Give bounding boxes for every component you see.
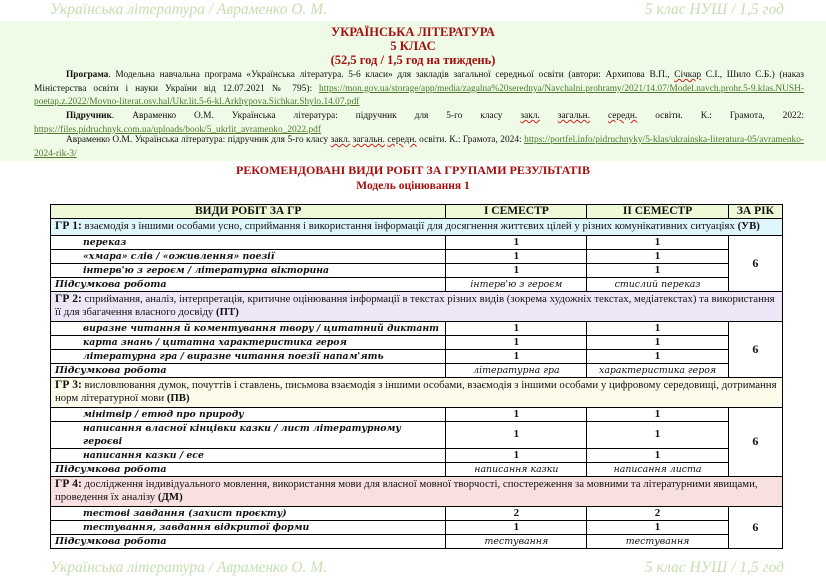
- work-types-table: [50, 204, 783, 549]
- semester-1-count: 1: [446, 263, 587, 277]
- semester-1-count: 1: [446, 349, 587, 363]
- group-description: [51, 377, 783, 407]
- group-code: (ПТ): [216, 306, 239, 318]
- running-footer-right: 5 клас НУШ / 1,5 год: [644, 559, 784, 576]
- summary-label: Підсумкова робота: [51, 534, 446, 548]
- semester-1-count: 1: [446, 421, 587, 448]
- textbook-label: Підручник: [66, 111, 112, 121]
- group-row: [51, 377, 783, 407]
- program-paragraph: [34, 69, 804, 110]
- group-label: ГР 2:: [55, 292, 82, 305]
- summary-semester-1: тестування: [446, 534, 587, 548]
- semester-1-count: 1: [446, 321, 587, 335]
- table-row: [51, 421, 783, 448]
- group-row: [51, 219, 783, 236]
- group-description: [51, 476, 783, 506]
- semester-2-count: 1: [587, 321, 728, 335]
- table-row: [51, 235, 783, 249]
- header-year: ЗА РІК: [728, 205, 782, 219]
- program-label: Програма: [66, 70, 109, 80]
- textbook2-text-b: освіти. К.: Грамота, 2024:: [416, 135, 525, 145]
- group-desc-text: дослідження індивідуального мовлення, використання мови для власної мовної творчості, спостереження за мовними та літературними явищами, проведення їх аналізу: [55, 477, 758, 503]
- work-type-name: написання власної кінцівки казки / лист літературному героєві: [51, 421, 446, 448]
- doc-hours: (52,5 год / 1,5 год на тиждень): [330, 53, 496, 67]
- summary-label: Підсумкова робота: [51, 277, 446, 291]
- semester-2-count: 1: [587, 520, 728, 534]
- textbook-text-b: освіти. К.: Грамота, 2022:: [637, 111, 805, 121]
- doc-title: УКРАЇНСЬКА ЛІТЕРАТУРА: [331, 25, 495, 39]
- work-type-name: літературна гра / виразне читання поезії напам'ять: [51, 349, 446, 363]
- work-type-name: інтерв'ю з героєм / літературна вікторина: [51, 263, 446, 277]
- summary-semester-1: літературна гра: [446, 363, 587, 377]
- work-type-name: «хмара» слів / «оживлення» поезії: [51, 249, 446, 263]
- year-total: 6: [728, 235, 782, 291]
- group-code: (ДМ): [157, 491, 183, 503]
- semester-2-count: 2: [587, 506, 728, 520]
- doc-grade: 5 КЛАС: [390, 39, 436, 53]
- group-label: ГР 3:: [55, 378, 82, 391]
- work-type-name: написання казки / есе: [51, 448, 446, 462]
- year-total: 6: [728, 321, 782, 377]
- abbr-word: середн.: [387, 135, 417, 145]
- table-row: [51, 249, 783, 263]
- summary-semester-1: написання казки: [446, 462, 587, 476]
- running-footer: [0, 559, 826, 579]
- section-title: РЕКОМЕНДОВАНІ ВИДИ РОБІТ ЗА ГРУПАМИ РЕЗУЛЬТАТІВ: [236, 163, 590, 177]
- group-label: ГР 1:: [55, 220, 82, 232]
- header-semester-1: І СЕМЕСТР: [446, 205, 587, 219]
- semester-1-count: 1: [446, 235, 587, 249]
- semester-2-count: 1: [587, 349, 728, 363]
- semester-1-count: 2: [446, 506, 587, 520]
- textbook-text: . Авраменко О.М. Українська література: підручник для 5-го класу: [111, 111, 521, 121]
- semester-2-count: 1: [587, 421, 728, 448]
- group-description: [51, 291, 783, 321]
- semester-1-count: 1: [446, 335, 587, 349]
- summary-semester-2: написання листа: [587, 462, 728, 476]
- abbr-word: загальн.: [557, 111, 591, 121]
- semester-2-count: 1: [587, 407, 728, 421]
- work-type-name: виразне читання й коментування твору / цитатний диктант: [51, 321, 446, 335]
- semester-2-count: 1: [587, 263, 728, 277]
- work-type-name: тестові завдання (захист проєкту): [51, 506, 446, 520]
- textbook2-paragraph: [34, 134, 804, 161]
- year-total: 6: [728, 407, 782, 476]
- year-total: 6: [728, 506, 782, 548]
- group-desc-text: взаємодія з іншими особами усно, сприймання і використання інформації для досягнення життєвих цілей у різних комунікативних ситуаціях: [81, 220, 738, 232]
- summary-semester-1: інтерв'ю з героєм: [446, 277, 587, 291]
- table-row: [51, 335, 783, 349]
- group-code: (УВ): [737, 220, 760, 232]
- table-row: [51, 520, 783, 534]
- running-header-left: Українська література / Авраменко О. М.: [50, 1, 328, 18]
- table-row: [51, 349, 783, 363]
- abbr-word: закл.: [520, 111, 540, 121]
- group-row: [51, 476, 783, 506]
- group-desc-text: сприймання, аналіз, інтерпретація, критичне оцінювання інформації в текстах різних видів (зокрема художніх текстах, медіатекстах) та використання її для збагачення власного досвіду: [55, 292, 775, 318]
- table-row: [51, 506, 783, 520]
- semester-1-count: 1: [446, 407, 587, 421]
- program-link[interactable]: https://mon.gov.ua/storage/app/media/zagalna%20serednya/Navchalni.prohramy/2021/14.07/Model.navch.prohr.5-9.klas.NUSH-poetap.z.2022/Movno-literat.osv.hal/Ukr.lit.5-6-kl.Arkhypova.Sichkar.Shylo.14.07.pdf: [34, 83, 804, 108]
- group-label: ГР 4:: [55, 477, 82, 490]
- summary-row: [51, 462, 783, 476]
- textbook-link-2022[interactable]: https://files.pidruchnyk.com.ua/uploads/book/5_ukrlit_avramenko_2022.pdf: [34, 124, 321, 135]
- group-description: [51, 219, 783, 236]
- work-type-name: мінітвір / етюд про природу: [51, 407, 446, 421]
- section-subtitle: Модель оцінювання 1: [356, 180, 470, 192]
- summary-row: [51, 534, 783, 548]
- group-desc-text: висловлювання думок, почуттів і ставлень, письмова взаємодія з іншими особами, взаємодія з іншими особами у цифровому середовищі, дотримання норм літературної мови: [55, 378, 777, 404]
- semester-2-count: 1: [587, 335, 728, 349]
- semester-1-count: 1: [446, 520, 587, 534]
- semester-2-count: 1: [587, 249, 728, 263]
- program-text-b: С.І., Шило С.Б.) (наказ Міністерства освіти і науки України від 12.07.2021 № 795):: [34, 70, 804, 94]
- summary-label: Підсумкова робота: [51, 462, 446, 476]
- header-semester-2: ІІ СЕМЕСТР: [587, 205, 728, 219]
- misspelled-word: Січкар: [674, 70, 702, 80]
- textbook2-text: Авраменко О.М. Українська література: підручник для 5-го класу: [66, 135, 331, 145]
- running-footer-left: Українська література / Авраменко О. М.: [50, 559, 328, 576]
- group-code: (ПВ): [166, 392, 190, 404]
- summary-row: [51, 363, 783, 377]
- textbook-link-2024[interactable]: https://portfel.info/pidruchnyky/5-klas/ukrainska-literatura-05/avramenko-2024-rik-3/: [34, 135, 805, 159]
- summary-label: Підсумкова робота: [51, 363, 446, 377]
- work-type-name: переказ: [51, 235, 446, 249]
- running-header: [0, 1, 826, 21]
- table-header-row: [51, 205, 783, 219]
- work-type-name: тестування, завдання відкритої форми: [51, 520, 446, 534]
- work-type-name: карта знань / цитатна характеристика героя: [51, 335, 446, 349]
- summary-row: [51, 277, 783, 291]
- summary-semester-2: стислий переказ: [587, 277, 728, 291]
- running-header-right: 5 клас НУШ / 1,5 год: [644, 1, 784, 18]
- semester-2-count: 1: [587, 448, 728, 462]
- table-row: [51, 448, 783, 462]
- header-work-types: ВИДИ РОБІТ ЗА ГР: [51, 205, 446, 219]
- group-row: [51, 291, 783, 321]
- abbr-word: закл.: [330, 135, 351, 145]
- abbr-word: загальн.: [352, 135, 385, 145]
- summary-semester-2: тестування: [587, 534, 728, 548]
- semester-2-count: 1: [587, 235, 728, 249]
- table-row: [51, 263, 783, 277]
- table-row: [51, 407, 783, 421]
- semester-1-count: 1: [446, 448, 587, 462]
- table-row: [51, 321, 783, 335]
- semester-1-count: 1: [446, 249, 587, 263]
- abbr-word: середн.: [607, 111, 638, 121]
- summary-semester-2: характеристика героя: [587, 363, 728, 377]
- program-text: . Модельна навчальна програма «Українська література. 5-6 класи» для закладів загальної середньої освіти (автори: Архипова В.П.,: [108, 70, 675, 80]
